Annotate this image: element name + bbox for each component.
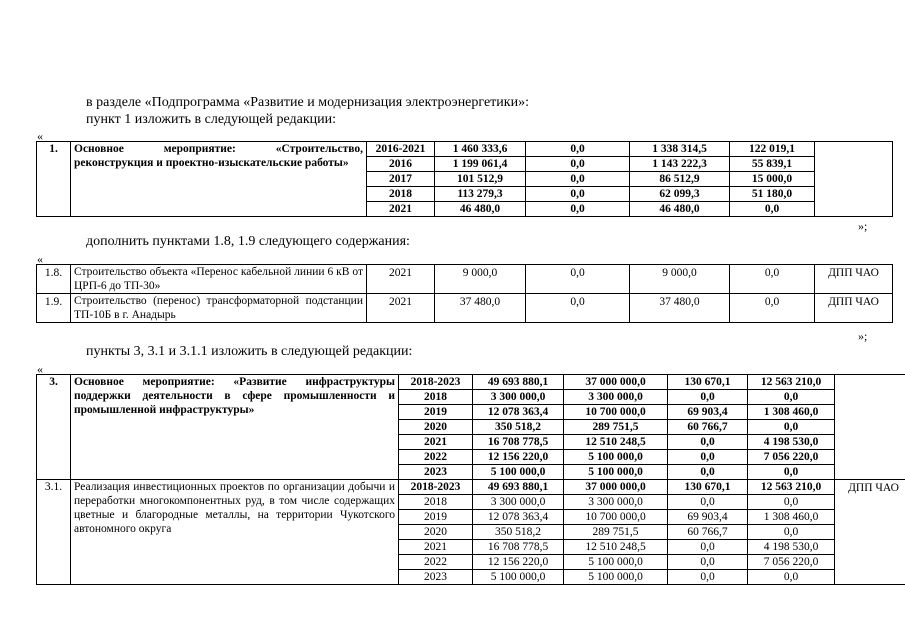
cell-other: 0,0: [748, 525, 835, 540]
cell-total: 9 000,0: [435, 265, 526, 294]
cell-federal: 0,0: [526, 157, 630, 172]
cell-regional: 60 766,7: [668, 525, 748, 540]
cell-period: 2019: [399, 405, 473, 420]
cell-federal: 0,0: [526, 142, 630, 157]
cell-federal: 3 300 000,0: [564, 390, 668, 405]
cell-period: 2022: [399, 450, 473, 465]
cell-period: 2021: [399, 435, 473, 450]
cell-total: 1 199 061,4: [435, 157, 526, 172]
cell-regional: 0,0: [668, 495, 748, 510]
cell-regional: 86 512,9: [630, 172, 730, 187]
table-point-1: [36, 141, 893, 217]
row-description: Основное мероприятие: «Развитие инфраструктуры поддержки деятельности в сфере промышленности и промышленной инфраструктуры»: [71, 375, 399, 480]
table-row: [37, 375, 905, 390]
cell-other: 7 056 220,0: [748, 555, 835, 570]
cell-other: 1 308 460,0: [748, 405, 835, 420]
cell-period: 2017: [367, 172, 435, 187]
cell-regional: 69 903,4: [668, 510, 748, 525]
row-number: 1.8.: [37, 265, 71, 294]
intro-line-1: в разделе «Подпрограмма «Развитие и модернизация электроэнергетики»:: [86, 95, 529, 110]
cell-other: 0,0: [730, 294, 815, 323]
cell-total: 16 708 778,5: [473, 435, 564, 450]
row-number: 3.1.: [37, 480, 71, 585]
cell-total: 5 100 000,0: [473, 465, 564, 480]
cell-federal: 5 100 000,0: [564, 570, 668, 585]
cell-other: 12 563 210,0: [748, 480, 835, 495]
cell-federal: 0,0: [526, 202, 630, 217]
cell-other: 55 839,1: [730, 157, 815, 172]
cell-total: 12 156 220,0: [473, 555, 564, 570]
cell-period: 2018: [367, 187, 435, 202]
cell-total: 3 300 000,0: [473, 495, 564, 510]
open-quote-2: «: [37, 252, 43, 266]
cell-other: 51 180,0: [730, 187, 815, 202]
row-number: 1.9.: [37, 294, 71, 323]
row-description: Реализация инвестиционных проектов по организации добычи и переработки многокомпонентных руд, в том числе содержащих цветные и благородные металлы, на территории Чукотского автономного округа: [71, 480, 399, 585]
cell-regional: 0,0: [668, 465, 748, 480]
cell-executor: [835, 375, 905, 480]
cell-federal: 3 300 000,0: [564, 495, 668, 510]
cell-period: 2020: [399, 525, 473, 540]
cell-federal: 0,0: [526, 187, 630, 202]
cell-regional: 37 480,0: [630, 294, 730, 323]
cell-total: 12 078 363,4: [473, 510, 564, 525]
cell-other: 15 000,0: [730, 172, 815, 187]
cell-total: 16 708 778,5: [473, 540, 564, 555]
cell-regional: 0,0: [668, 435, 748, 450]
cell-period: 2023: [399, 465, 473, 480]
cell-period: 2018-2023: [399, 480, 473, 495]
cell-regional: 69 903,4: [668, 405, 748, 420]
cell-period: 2021: [399, 540, 473, 555]
cell-federal: 12 510 248,5: [564, 435, 668, 450]
cell-federal: 0,0: [526, 265, 630, 294]
row-number: 3.: [37, 375, 71, 480]
cell-regional: 0,0: [668, 390, 748, 405]
intro-line-2: пункт 1 изложить в следующей редакции:: [86, 112, 336, 127]
open-quote-3: «: [37, 362, 43, 376]
bottom-line: пункты 3, 3.1 и 3.1.1 изложить в следующей редакции:: [86, 344, 413, 359]
cell-other: 1 308 460,0: [748, 510, 835, 525]
cell-other: 12 563 210,0: [748, 375, 835, 390]
cell-federal: 5 100 000,0: [564, 555, 668, 570]
table-points-1-8-1-9: [36, 264, 893, 323]
cell-other: 7 056 220,0: [748, 450, 835, 465]
cell-executor: ДПП ЧАО: [835, 480, 905, 585]
cell-period: 2021: [367, 202, 435, 217]
cell-total: 350 518,2: [473, 420, 564, 435]
cell-regional: 1 143 222,3: [630, 157, 730, 172]
cell-regional: 0,0: [668, 555, 748, 570]
cell-executor: [815, 142, 893, 217]
close-quote-1: »;: [858, 219, 868, 233]
cell-period: 2018: [399, 495, 473, 510]
cell-other: 4 198 530,0: [748, 540, 835, 555]
close-quote-2: »;: [858, 329, 868, 343]
table-row: [37, 294, 893, 323]
cell-total: 12 078 363,4: [473, 405, 564, 420]
cell-other: 0,0: [730, 202, 815, 217]
cell-federal: 10 700 000,0: [564, 405, 668, 420]
cell-federal: 289 751,5: [564, 420, 668, 435]
cell-total: 1 460 333,6: [435, 142, 526, 157]
cell-other: 0,0: [748, 570, 835, 585]
cell-federal: 12 510 248,5: [564, 540, 668, 555]
middle-line: дополнить пунктами 1.8, 1.9 следующего содержания:: [86, 234, 410, 249]
cell-total: 12 156 220,0: [473, 450, 564, 465]
cell-period: 2022: [399, 555, 473, 570]
cell-regional: 62 099,3: [630, 187, 730, 202]
cell-total: 113 279,3: [435, 187, 526, 202]
cell-period: 2023: [399, 570, 473, 585]
cell-regional: 60 766,7: [668, 420, 748, 435]
cell-executor: ДПП ЧАО: [815, 265, 893, 294]
cell-period: 2020: [399, 420, 473, 435]
cell-period: 2019: [399, 510, 473, 525]
cell-federal: 0,0: [526, 172, 630, 187]
cell-other: 0,0: [748, 420, 835, 435]
cell-federal: 5 100 000,0: [564, 450, 668, 465]
cell-other: 0,0: [730, 265, 815, 294]
cell-federal: 37 000 000,0: [564, 480, 668, 495]
cell-total: 101 512,9: [435, 172, 526, 187]
table-row: [37, 480, 905, 495]
cell-other: 122 019,1: [730, 142, 815, 157]
cell-total: 350 518,2: [473, 525, 564, 540]
row-description: Строительство объекта «Перенос кабельной линии 6 кВ от ЦРП-6 до ТП-30»: [71, 265, 367, 294]
cell-executor: ДПП ЧАО: [815, 294, 893, 323]
cell-period: 2016: [367, 157, 435, 172]
cell-other: 0,0: [748, 390, 835, 405]
cell-period: 2021: [367, 265, 435, 294]
row-number: 1.: [37, 142, 71, 217]
cell-federal: 37 000 000,0: [564, 375, 668, 390]
cell-period: 2021: [367, 294, 435, 323]
cell-federal: 289 751,5: [564, 525, 668, 540]
cell-regional: 0,0: [668, 540, 748, 555]
cell-other: 4 198 530,0: [748, 435, 835, 450]
cell-total: 3 300 000,0: [473, 390, 564, 405]
cell-regional: 9 000,0: [630, 265, 730, 294]
row-description: Строительство (перенос) трансформаторной подстанции ТП-10Б в г. Анадырь: [71, 294, 367, 323]
cell-period: 2018: [399, 390, 473, 405]
cell-total: 49 693 880,1: [473, 480, 564, 495]
cell-regional: 130 670,1: [668, 375, 748, 390]
cell-total: 49 693 880,1: [473, 375, 564, 390]
cell-other: 0,0: [748, 495, 835, 510]
cell-regional: 130 670,1: [668, 480, 748, 495]
cell-other: 0,0: [748, 465, 835, 480]
cell-total: 37 480,0: [435, 294, 526, 323]
cell-federal: 10 700 000,0: [564, 510, 668, 525]
table-row: [37, 265, 893, 294]
table-points-3-3-1: [36, 374, 905, 585]
cell-regional: 46 480,0: [630, 202, 730, 217]
cell-total: 5 100 000,0: [473, 570, 564, 585]
cell-regional: 1 338 314,5: [630, 142, 730, 157]
cell-federal: 5 100 000,0: [564, 465, 668, 480]
table-row: [37, 142, 893, 157]
cell-regional: 0,0: [668, 450, 748, 465]
cell-total: 46 480,0: [435, 202, 526, 217]
open-quote-1: «: [37, 129, 43, 143]
cell-regional: 0,0: [668, 570, 748, 585]
row-description: Основное мероприятие: «Строительство, реконструкция и проектно-изыскательские работы»: [71, 142, 367, 217]
cell-period: 2016-2021: [367, 142, 435, 157]
cell-federal: 0,0: [526, 294, 630, 323]
cell-period: 2018-2023: [399, 375, 473, 390]
